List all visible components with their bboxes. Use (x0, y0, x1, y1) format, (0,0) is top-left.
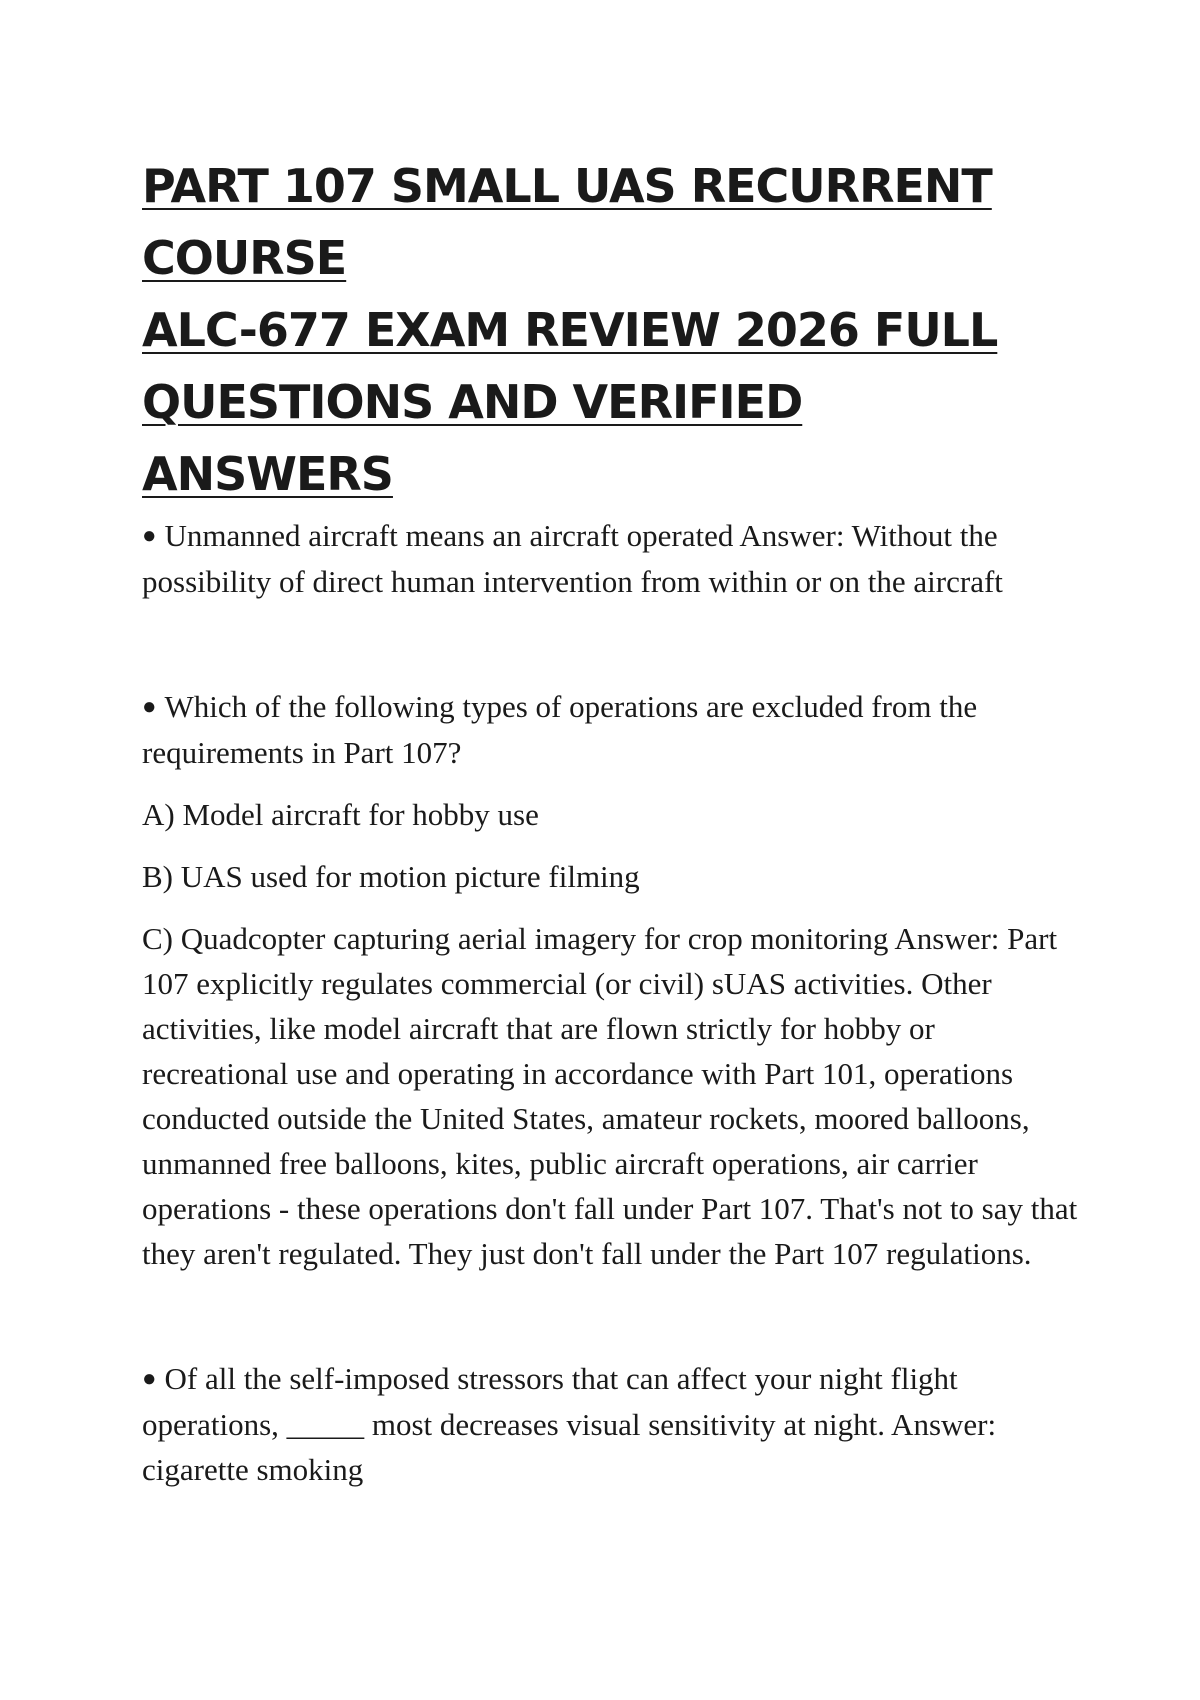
answer-option-a: A) Model aircraft for hobby use (142, 797, 539, 832)
question-body: Which of the following types of operations are excluded from the requirements in Part 107? (142, 689, 978, 770)
answer-option-b: B) UAS used for motion picture filming (142, 859, 640, 894)
bullet-icon: ● (142, 1366, 157, 1392)
document-title (142, 150, 1062, 510)
question-item (142, 1356, 1082, 1492)
question-list (142, 513, 1082, 1492)
question-body: Unmanned aircraft means an aircraft operated Answer: Without the possibility of direct human intervention from within or on the aircraft (142, 518, 1003, 599)
question-text (142, 513, 1082, 604)
title-line: QUESTIONS AND VERIFIED ANSWERS (142, 375, 803, 501)
answer-option-c: C) Quadcopter capturing aerial imagery for crop monitoring Answer: Part 107 explicitly regulates commercial (or civil) sUAS activities. Other activities, like model aircraft that are flown strictly for hobby or recreational use and operating in accordance with Part 101, operations conducted outside the United States, amateur rockets, moored balloons, unmanned free balloons, kites, public aircraft operations, air carrier operations - these operations don't fall under Part 107. That's not to say that they aren't regulated. They just don't fall under the Part 107 regulations. (142, 921, 1078, 1271)
question-item (142, 513, 1082, 604)
title-line: ALC-677 EXAM REVIEW 2026 FULL (142, 303, 998, 357)
question-text (142, 684, 1082, 775)
title-line: PART 107 SMALL UAS RECURRENT COURSE (142, 159, 992, 285)
question-body: Of all the self-imposed stressors that can affect your night flight operations, _____ most decreases visual sensitivity at night. Answer: cigarette smoking (142, 1361, 997, 1487)
question-item (142, 684, 1082, 1276)
question-text (142, 1356, 1082, 1492)
bullet-icon: ● (142, 694, 157, 720)
bullet-icon: ● (142, 523, 157, 549)
